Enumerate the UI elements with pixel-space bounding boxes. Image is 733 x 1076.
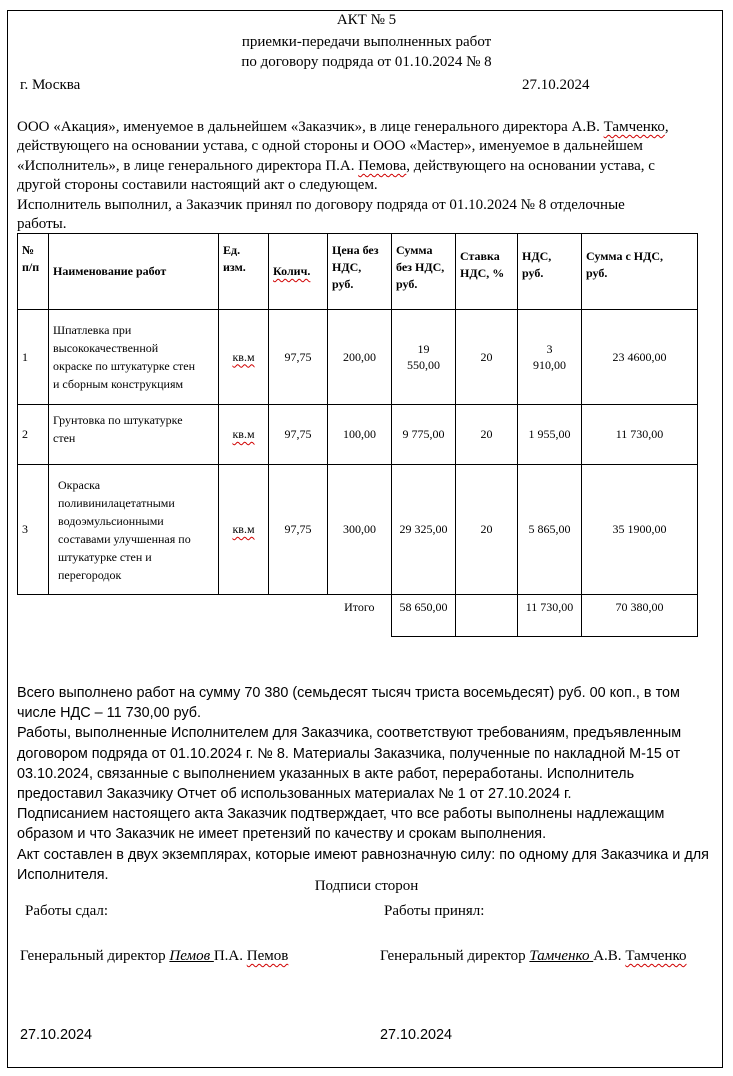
act-title: АКТ № 5 xyxy=(336,12,397,28)
row-qty: 97,75 xyxy=(269,465,328,595)
header-qty: Колич. xyxy=(269,234,328,310)
confirmation-text: Подписанием настоящего акта Заказчик подтверждает, что все работы выполнены надлежащим xyxy=(17,806,665,823)
accepted-label: Работы принял: xyxy=(384,903,485,919)
row-sum: 29 325,00 xyxy=(392,465,456,595)
intro-text: Исполнитель выполнил, а Заказчик принял по договору подряда от 01.10.2024 № 8 отделочные xyxy=(17,196,625,213)
row-num: 1 xyxy=(18,310,49,405)
totals-row xyxy=(18,595,698,637)
customer-signature-line: Генеральный директор Тамченко А.В. Тамченко xyxy=(380,948,687,964)
compliance-text: 03.10.2024, связанные с выполнением указанных в акте работ, переработаны. Исполнитель xyxy=(17,765,635,782)
intro-paragraph xyxy=(17,118,717,234)
contractor-surname: Пемов xyxy=(246,948,289,964)
row-name: Шпатлевка при высококачественной окраске по штукатурке стен и сборным конструкциям xyxy=(49,310,219,405)
header-vat: НДС, руб. xyxy=(518,234,582,310)
header-unit: Ед. изм. xyxy=(219,234,269,310)
signatures-heading: Подписи сторон xyxy=(314,878,419,894)
header-num: № п/п xyxy=(18,234,49,310)
table-header-row xyxy=(18,234,698,310)
row-total: 11 730,00 xyxy=(582,405,698,465)
contractor-signature-line: Генеральный директор Пемов П.А. Пемов xyxy=(20,948,289,964)
customer-sign-date: 27.10.2024 xyxy=(380,1027,453,1043)
totals-label: Итого xyxy=(328,595,392,637)
row-vat-rate: 20 xyxy=(456,405,518,465)
contractor-director-name: Пемова xyxy=(358,157,407,174)
totals-vat-rate xyxy=(456,595,518,637)
compliance-text: Работы, выполненные Исполнителем для Заказчика, соответствуют требованиям, предъявленным xyxy=(17,725,682,742)
customer-surname: Тамченко xyxy=(625,948,687,964)
row-qty: 97,75 xyxy=(269,310,328,405)
row-total: 35 1900,00 xyxy=(582,465,698,595)
city: г. Москва xyxy=(20,77,81,93)
header-total: Сумма с НДС, руб. xyxy=(582,234,698,310)
intro-text: , действующего на основании устава, с xyxy=(406,157,655,174)
act-date: 27.10.2024 xyxy=(522,77,590,93)
contract-reference: по договору подряда от 01.10.2024 № 8 xyxy=(241,54,492,70)
compliance-text: договором подряда от 01.10.2024 г. № 8. Материалы Заказчика, полученные по накладной М-15 от xyxy=(17,745,681,762)
intro-text: «Исполнитель», в лице генерального директора П.А. xyxy=(17,157,359,174)
row-num: 3 xyxy=(18,465,49,595)
row-name: Окраска поливинилацетатными водоэмульсионными составами улучшенная по штукатурке стен и перегородок xyxy=(49,465,219,595)
handed-over-label: Работы сдал: xyxy=(25,903,109,919)
works-table xyxy=(17,233,698,637)
row-price: 100,00 xyxy=(328,405,392,465)
customer-signature: Тамченко xyxy=(529,948,594,964)
row-sum: 19 550,00 xyxy=(392,310,456,405)
row-unit: кв.м xyxy=(219,310,269,405)
row-vat-rate: 20 xyxy=(456,310,518,405)
intro-text: , xyxy=(664,119,669,135)
confirmation-text: образом и что Заказчик не имеет претензий по качеству и срокам выполнения. xyxy=(17,826,547,843)
row-num: 2 xyxy=(18,405,49,465)
row-vat: 5 865,00 xyxy=(518,465,582,595)
header-vat-rate: Ставка НДС, % xyxy=(456,234,518,310)
row-price: 300,00 xyxy=(328,465,392,595)
intro-text: действующего на основании устава, с одной стороны и ООО «Мастер», именуемое в дальнейшем xyxy=(17,138,643,155)
summary-paragraphs xyxy=(17,683,717,885)
act-subtitle: приемки-передачи выполненных работ xyxy=(241,34,492,50)
header-sum: Сумма без НДС, руб. xyxy=(392,234,456,310)
row-vat: 3 910,00 xyxy=(518,310,582,405)
row-sum: 9 775,00 xyxy=(392,405,456,465)
row-price: 200,00 xyxy=(328,310,392,405)
total-amount-text: Всего выполнено работ на сумму 70 380 (семьдесят тысяч триста восемьдесят) руб. 00 коп., в том xyxy=(17,685,680,701)
table-row xyxy=(18,310,698,405)
row-qty: 97,75 xyxy=(269,405,328,465)
table-row xyxy=(18,465,698,595)
contractor-sign-date: 27.10.2024 xyxy=(20,1027,93,1043)
customer-director-name: Тамченко xyxy=(603,119,665,135)
table-row xyxy=(18,405,698,465)
totals-total: 70 380,00 xyxy=(582,595,698,637)
copies-text: Акт составлен в двух экземплярах, которые имеют равнозначную силу: по одному для Заказчика и для xyxy=(17,846,709,863)
contractor-signature: Пемов xyxy=(169,948,214,964)
intro-text: работы. xyxy=(17,216,67,233)
header-price: Цена без НДС, руб. xyxy=(328,234,392,310)
row-total: 23 4600,00 xyxy=(582,310,698,405)
total-amount-text: числе НДС – 11 730,00 руб. xyxy=(17,705,202,722)
intro-text: другой стороны составили настоящий акт о следующем. xyxy=(17,177,378,194)
intro-text: ООО «Акация», именуемое в дальнейшем «Заказчик», в лице генерального директора А.В. xyxy=(17,119,604,135)
row-vat: 1 955,00 xyxy=(518,405,582,465)
header-name: Наименование работ xyxy=(49,234,219,310)
copies-text: Исполнителя. xyxy=(17,866,109,883)
compliance-text: предоставил Заказчику Отчет об использованных материалах № 1 от 27.10.2024 г. xyxy=(17,786,572,803)
totals-sum: 58 650,00 xyxy=(392,595,456,637)
totals-vat: 11 730,00 xyxy=(518,595,582,637)
row-vat-rate: 20 xyxy=(456,465,518,595)
row-name: Грунтовка по штукатурке стен xyxy=(49,405,219,465)
row-unit: кв.м xyxy=(219,465,269,595)
row-unit: кв.м xyxy=(219,405,269,465)
